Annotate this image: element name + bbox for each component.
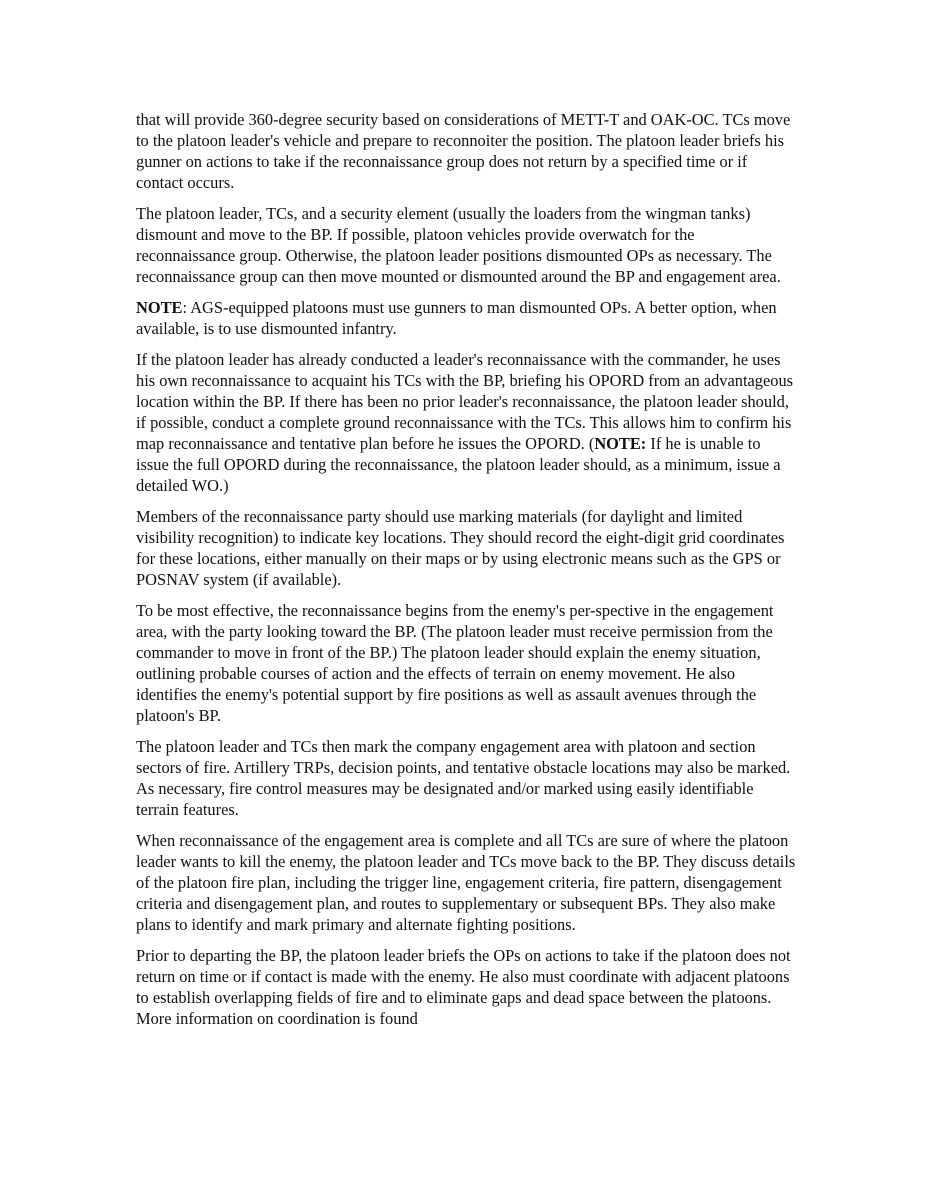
document-page — [136, 109, 796, 1039]
paragraph-text-after-note: If he is unable to issue the full OPORD during the reconnaissance, the platoon leader should, as a minimum, issue a detailed WO.) — [136, 434, 781, 495]
paragraph-note-ags — [136, 297, 796, 339]
paragraph-text-before-note: If the platoon leader has already conducted a leader's reconnaissance with the commander, he uses his own reconnaissance to acquaint his TCs with the BP, briefing his OPORD from an advantageous location within the BP. If there has been no prior leader's reconnaissance, the platoon leader should, if possible, conduct a complete ground reconnaissance with the TCs. This allows him to confirm his map reconnaissance and tentative plan before he issues the OPORD. ( — [136, 350, 794, 453]
note-label: NOTE: — [594, 434, 647, 453]
note-label: NOTE — [136, 298, 183, 317]
paragraph-coordination: Prior to departing the BP, the platoon leader briefs the OPs on actions to take if the platoon does not return on time or if contact is made with the enemy. He also must coordinate with adjacent platoons to establish overlapping fields of fire and to eliminate gaps and dead space between the platoons. More information on coordination is found — [136, 946, 791, 1028]
paragraph-marking-materials: Members of the reconnaissance party should use marking materials (for daylight and limited visibility recognition) to indicate key locations. They should record the eight-digit grid coordinates for these locations, either manually on their maps or by using electronic means such as the GPS or POSNAV system (if available). — [136, 507, 785, 589]
paragraph-leader-reconnaissance — [136, 349, 796, 496]
paragraph-sectors-of-fire: The platoon leader and TCs then mark the company engagement area with platoon and section sectors of fire. Artillery TRPs, decision points, and tentative obstacle locations may also be marked. As necessary, fire control measures may be designated and/or marked using easily identifiable terrain features. — [136, 737, 791, 819]
paragraph-enemy-perspective: To be most effective, the reconnaissance begins from the enemy's per-spective in the engagement area, with the party looking toward the BP. (The platoon leader must receive permission from the commander to move in front of the BP.) The platoon leader should explain the enemy situation, outlining probable courses of action and the effects of terrain on enemy movement. He also identifies the enemy's potential support by fire positions as well as assault avenues through the platoon's BP. — [136, 601, 774, 725]
note-text: : AGS-equipped platoons must use gunners to man dismounted OPs. A better option, when available, is to use dismounted infantry. — [136, 298, 777, 338]
paragraph-dismount: The platoon leader, TCs, and a security element (usually the loaders from the wingman tanks) dismount and move to the BP. If possible, platoon vehicles provide overwatch for the reconnaissance group. Otherwise, the platoon leader positions dismounted OPs as necessary. The reconnaissance group can then move mounted or dismounted around the BP and engagement area. — [136, 204, 781, 286]
paragraph-security: that will provide 360-degree security based on considerations of METT-T and OAK-OC. TCs move to the platoon leader's vehicle and prepare to reconnoiter the position. The platoon leader briefs his gunner on actions to take if the reconnaissance group does not return by a specified time or if contact occurs. — [136, 110, 791, 192]
paragraph-fire-plan: When reconnaissance of the engagement area is complete and all TCs are sure of where the platoon leader wants to kill the enemy, the platoon leader and TCs move back to the BP. They discuss details of the platoon fire plan, including the trigger line, engagement criteria, fire pattern, disengagement criteria and disengagement plan, and routes to supplementary or subsequent BPs. They also make plans to identify and mark primary and alternate fighting positions. — [136, 831, 796, 934]
